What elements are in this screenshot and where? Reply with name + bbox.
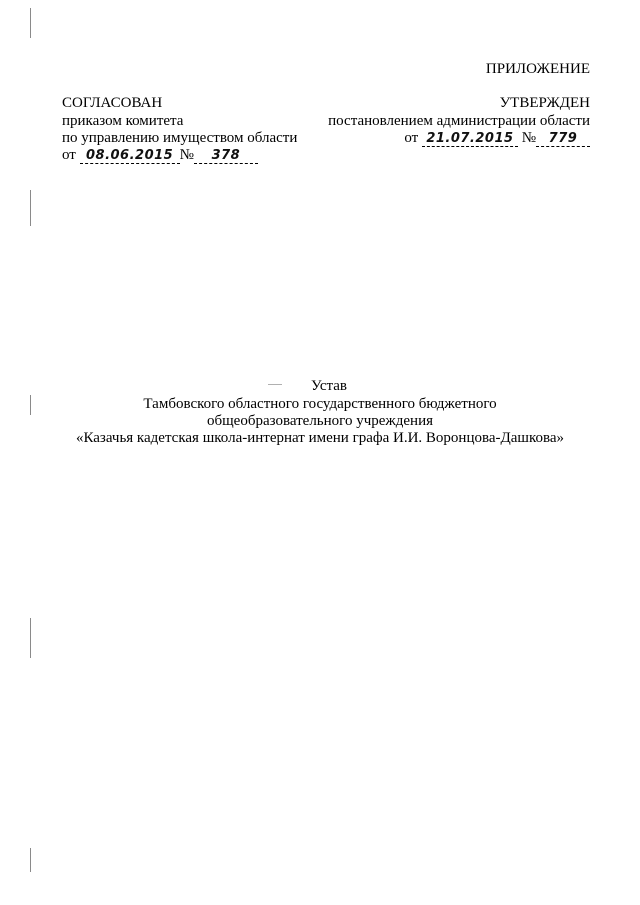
agreed-number-label: № — [179, 147, 194, 163]
agreed-date: 08.06.2015 — [85, 148, 174, 163]
scan-mark — [30, 190, 31, 226]
approved-date: 21.07.2015 — [426, 131, 514, 146]
agreed-line-2: по управлению имуществом области — [62, 130, 298, 146]
charter-line-2: общеобразовательного учреждения — [206, 413, 434, 429]
scan-mark — [30, 848, 31, 872]
approved-line-1: постановлением администрации области — [328, 113, 590, 129]
charter-line-1: Тамбовского областного государственного бюджетного — [143, 396, 497, 412]
scan-mark — [30, 618, 31, 658]
approved-number: 779 — [548, 131, 578, 146]
agreed-line-1: приказом комитета — [62, 113, 184, 129]
agreed-from-label: от — [62, 147, 76, 163]
approved-number-label: № — [521, 130, 536, 146]
scan-smudge — [268, 384, 282, 385]
agreed-number: 378 — [211, 148, 241, 163]
approved-date-row — [404, 129, 590, 147]
charter-title: Устав — [311, 378, 347, 394]
appendix-label: ПРИЛОЖЕНИЕ — [485, 61, 590, 77]
agreed-date-row — [62, 146, 258, 164]
approved-from-label: от — [404, 130, 419, 146]
agreed-title: СОГЛАСОВАН — [62, 95, 163, 111]
approved-title: УТВЕРЖДЕН — [499, 95, 590, 111]
charter-line-3: «Казачья кадетская школа-интернат имени графа И.И. Воронцова-Дашкова» — [75, 430, 565, 446]
scan-mark — [30, 8, 31, 38]
